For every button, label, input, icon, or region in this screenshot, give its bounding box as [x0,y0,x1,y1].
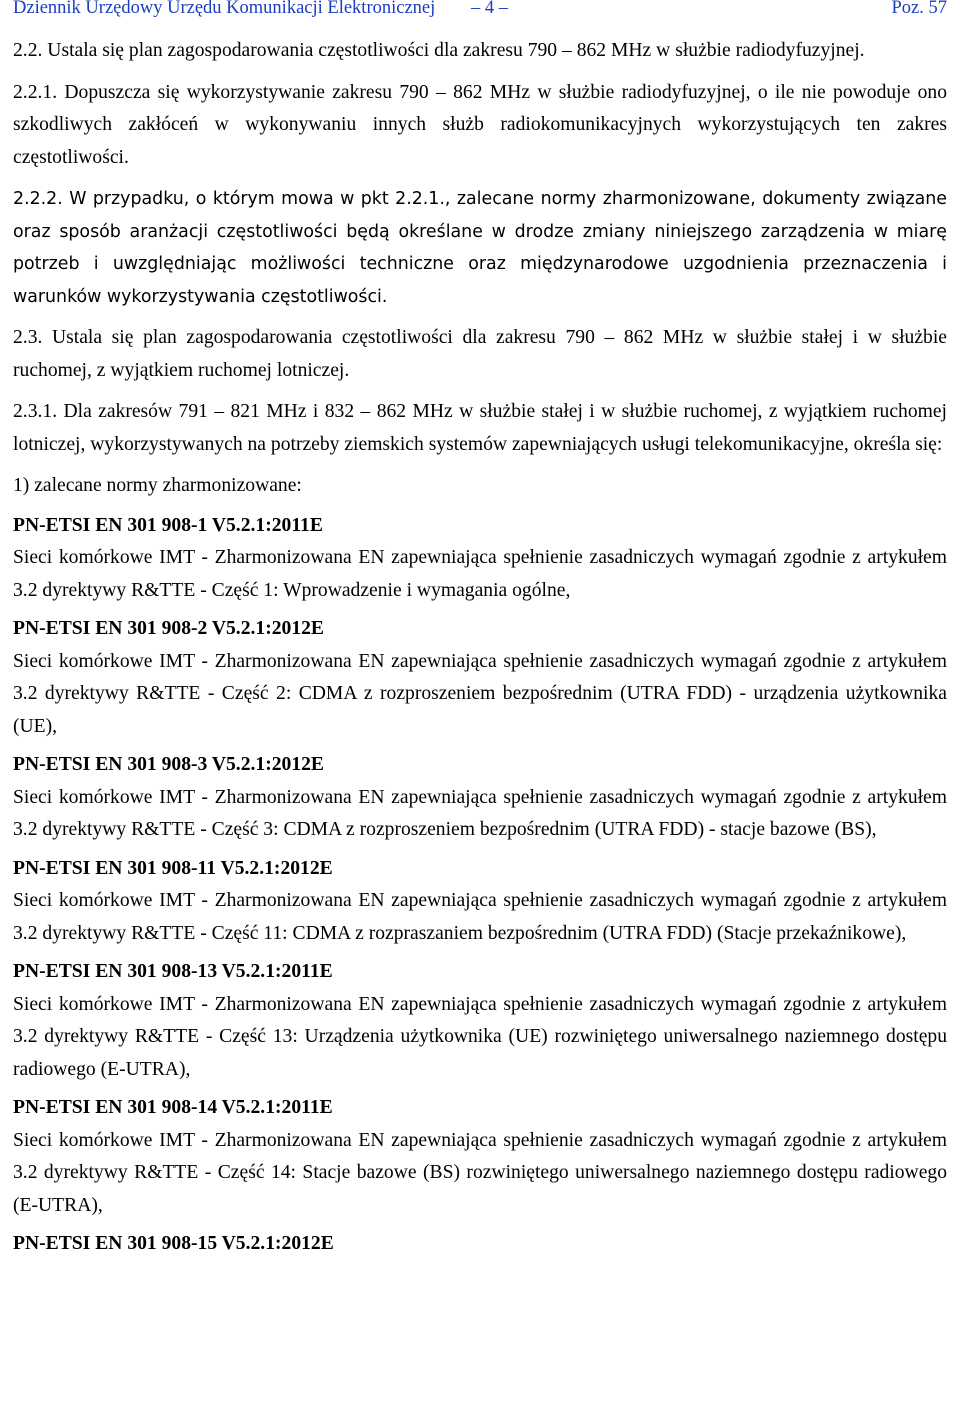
standard-code: PN-ETSI EN 301 908-1 V5.2.1:2011E [13,514,323,536]
section-2-2-1: 2.2.1. Dopuszcza się wykorzystywanie zakresu 790 – 862 MHz w służbie radiodyfuzyjnej, o ile nie powoduje ono szkodliwych zakłóceń w wykonywaniu innych służb radiokomunikacyjnych wykorzystujących ten zakres częstotliwości. [13,81,947,168]
standard-code: PN-ETSI EN 301 908-14 V5.2.1:2011E [13,1097,333,1118]
standard-entry [13,1092,947,1222]
standard-entry [13,1228,947,1261]
standard-description: Sieci komórkowe IMT - Zharmonizowana EN zapewniająca spełnienie zasadniczych wymagań zgodnie z artykułem 3.2 dyrektywy R&TTE - Część 1: Wprowadzenie i wymagania ogólne, [13,547,947,601]
list-item-1: 1) zalecane normy zharmonizowane: [13,475,302,496]
standard-description: Sieci komórkowe IMT - Zharmonizowana EN zapewniająca spełnienie zasadniczych wymagań zgodnie z artykułem 3.2 dyrektywy R&TTE - Część 11: CDMA z rozpraszaniem bezpośrednim (UTRA FDD) (Stacje przekaźnikowe), [13,890,947,944]
standard-code: PN-ETSI EN 301 908-2 V5.2.1:2012E [13,618,324,639]
standard-description: Sieci komórkowe IMT - Zharmonizowana EN zapewniająca spełnienie zasadniczych wymagań zgodnie z artykułem 3.2 dyrektywy R&TTE - Część 2: CDMA z rozproszeniem bezpośrednim (UTRA FDD) - urządzenia użytkownika (UE), [13,650,947,737]
standard-code: PN-ETSI EN 301 908-3 V5.2.1:2012E [13,754,324,775]
section-2-2-2: 2.2.2. W przypadku, o którym mowa w pkt 2.2.1., zalecane normy zharmonizowane, dokumenty związane oraz sposób aranżacji częstotliwości będą określane w drodze zmiany niniejszego zarządzenia w miarę potrzeb i uwzględniając możliwości techniczne oraz międzynarodowe uzgodnienia przeznaczenia i warunków wykorzystywania częstotliwości. [13,189,947,307]
section-2-3-1: 2.3.1. Dla zakresów 791 – 821 MHz i 832 – 862 MHz w służbie stałej i w służbie ruchomej, z wyjątkiem ruchomej lotniczej, wykorzystywanych na potrzeby ziemskich systemów zapewniających usługi telekomunikacyjne, określa się: [13,401,947,455]
standard-entry [13,853,947,951]
standard-description: Sieci komórkowe IMT - Zharmonizowana EN zapewniająca spełnienie zasadniczych wymagań zgodnie z artykułem 3.2 dyrektywy R&TTE - Część 13: Urządzenia użytkownika (UE) rozwiniętego uniwersalnego naziemnego dostępu radiowego (E-UTRA), [13,993,947,1080]
standard-entry [13,510,947,608]
standard-code: PN-ETSI EN 301 908-13 V5.2.1:2011E [13,961,333,982]
page-number: – 4 – [471,0,508,18]
standard-entry [13,956,947,1086]
standard-description: Sieci komórkowe IMT - Zharmonizowana EN zapewniająca spełnienie zasadniczych wymagań zgodnie z artykułem 3.2 dyrektywy R&TTE - Część 14: Stacje bazowe (BS) rozwiniętego uniwersalnego naziemnego dostępu radiowego (E-UTRA), [13,1129,947,1216]
document-page [13,0,947,1261]
section-2-3: 2.3. Ustala się plan zagospodarowania częstotliwości dla zakresu 790 – 862 MHz w służbie stałej i w służbie ruchomej, z wyjątkiem ruchomej lotniczej. [13,327,947,381]
standard-entry [13,613,947,743]
standard-code: PN-ETSI EN 301 908-11 V5.2.1:2012E [13,857,333,879]
position-number: Poz. 57 [891,0,947,18]
standards-list [13,510,947,1261]
standard-entry [13,749,947,847]
page-header [13,0,947,19]
standard-code: PN-ETSI EN 301 908-15 V5.2.1:2012E [13,1233,334,1254]
standard-description: Sieci komórkowe IMT - Zharmonizowana EN zapewniająca spełnienie zasadniczych wymagań zgodnie z artykułem 3.2 dyrektywy R&TTE - Część 3: CDMA z rozproszeniem bezpośrednim (UTRA FDD) - stacje bazowe (BS), [13,786,947,840]
section-2-2: 2.2. Ustala się plan zagospodarowania częstotliwości dla zakresu 790 – 862 MHz w służbie radiodyfuzyjnej. [13,40,865,61]
journal-title: Dziennik Urzędowy Urzędu Komunikacji Elektronicznej [13,0,436,18]
